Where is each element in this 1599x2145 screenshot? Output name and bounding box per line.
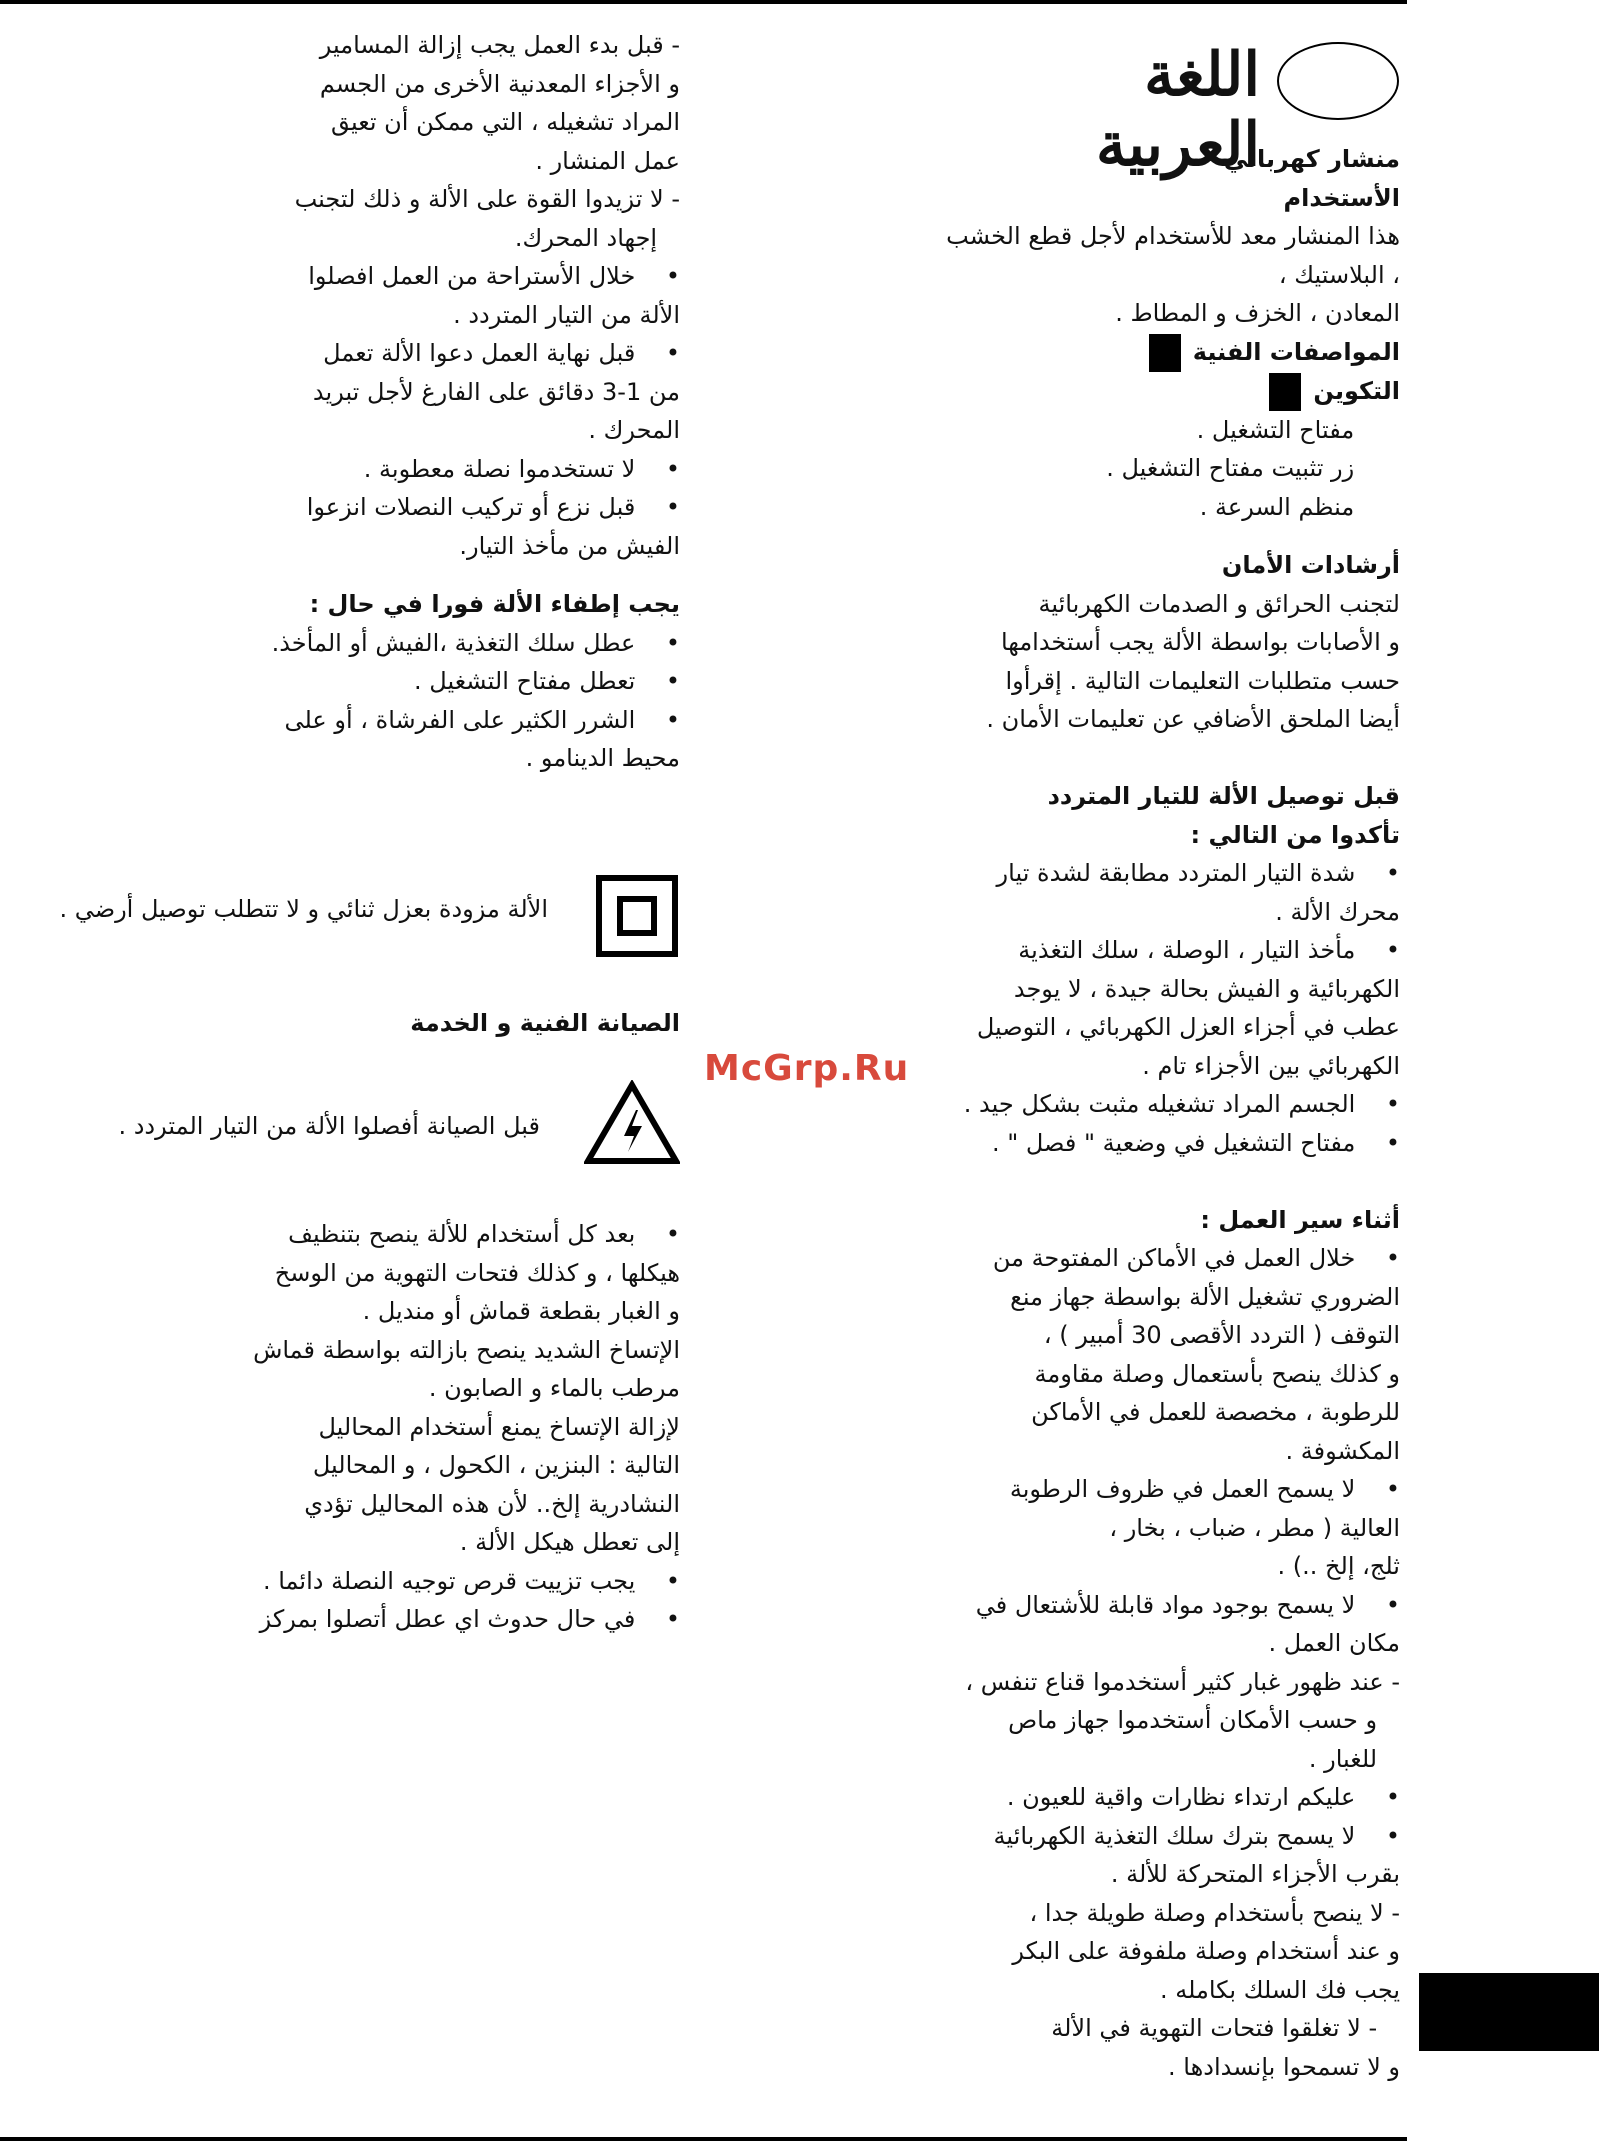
text-line: - عند ظهور غبار كثير أستخدموا قناع تنفس ، <box>965 1667 1400 1696</box>
text-line: هذا المنشار معد للأستخدام لأجل قطع الخشب ، البلاستيك ، <box>938 222 1400 289</box>
text-line: العالية ( مطر ، ضباب ، بخار ، <box>1109 1513 1400 1542</box>
text-line: و الأجزاء المعدنية الأخرى من الجسم <box>319 69 680 98</box>
text-line: أيضا الملحق الأضافي عن تعليمات الأمان . <box>986 705 1400 733</box>
text-line: • في حال حدوث اي عطل أتصلوا بمركز <box>259 1605 680 1633</box>
left-column-bottom <box>185 1215 680 1639</box>
text-line: زر تثبيت مفتاح التشغيل . <box>1106 454 1400 482</box>
text-line: الكهربائي بين الأجزاء تام . <box>1142 1051 1400 1080</box>
section-heading: قبل توصيل الألة للتيار المتردد <box>1047 782 1400 810</box>
text-line: و حسب الأمكان أستخدموا جهاز ماص <box>1008 1706 1400 1734</box>
text-line: • قبل نزع أو تركيب النصلات انزعوا <box>306 493 680 521</box>
section-heading: أرشادات الأمان <box>1221 551 1400 579</box>
text-line: • لا يسمح العمل في ظروف الرطوبة <box>1009 1475 1400 1503</box>
text-line: لتجنب الحرائق و الصدمات الكهربائية <box>1038 589 1400 618</box>
spacer <box>940 739 1400 778</box>
text-line: النشادرية إلخ.. لأن هذه المحاليل تؤدي <box>304 1489 680 1518</box>
text-line: محيط الدينامو . <box>525 744 680 772</box>
right-column <box>940 140 1400 2086</box>
text-line: • خلال العمل في الأماكن المفتوحة من <box>992 1244 1400 1272</box>
text-line: الكهربائية و الفيش بحالة جيدة ، لا يوجد <box>1013 974 1400 1003</box>
text-line: و عند أستخدام وصلة ملفوفة على البكر <box>1012 1937 1400 1965</box>
text-line: مكان العمل . <box>1268 1629 1400 1657</box>
double-insulation-icon <box>596 875 678 957</box>
left-column-top <box>185 26 680 778</box>
watermark: McGrp.Ru <box>704 1048 910 1089</box>
text-line: • عليكم ارتداء نظارات واقية للعيون . <box>1006 1783 1400 1811</box>
text-line: و لا تسمحوا بإنسدادها . <box>1168 2052 1400 2081</box>
text-line: • مأخذ التيار ، الوصلة ، سلك التغذية <box>1018 936 1400 964</box>
text-line: محرك الألة . <box>1275 897 1400 926</box>
text-line: عمل المنشار . <box>535 146 680 175</box>
text-line: منظم السرعة . <box>1199 492 1400 521</box>
text-line: و الأصابات بواسطة الألة يجب أستخدامها <box>1000 628 1400 656</box>
text-line: • الجسم المراد تشغيله مثبت بشكل جيد . <box>963 1090 1400 1118</box>
section-heading: منشار كهربائي <box>1223 145 1400 173</box>
text-line: • بعد كل أستخدام للألة ينصح بتنظيف <box>288 1220 680 1248</box>
text-line: و الغبار بقطعة قماش أو منديل . <box>362 1297 680 1325</box>
maintenance-warning-note: قبل الصيانة أفصلوا الألة من التيار المتردد . <box>118 1112 540 1140</box>
text-line: • خلال الأستراحة من العمل افصلوا <box>308 262 680 290</box>
text-line: و كذلك ينصح بأستعمال وصلة مقاومة <box>1034 1359 1400 1388</box>
section-heading: الأستخدام <box>1283 183 1400 212</box>
section-heading: تأكدوا من التالي : <box>1190 820 1400 849</box>
text-line: للرطوبة ، مخصصة للعمل في الأماكن <box>1031 1398 1400 1426</box>
text-line: عطب في أجزاء العزل الكهربائي ، التوصيل <box>976 1013 1400 1041</box>
text-line: • عطل سلك التغذية ،الفيش أو المأخذ. <box>271 628 680 657</box>
maintenance-heading: الصيانة الفنية و الخدمة <box>410 1009 680 1037</box>
spacer <box>940 1162 1400 1201</box>
text-line: • الشرر الكثير على الفرشاة ، أو على <box>284 705 680 734</box>
text-line: التالية : البنزين ، الكحول ، و المحاليل <box>312 1451 680 1479</box>
text-line: لإزالة الإتساخ يمنع أستخدام المحاليل <box>318 1412 680 1441</box>
section-heading: المواصفات الفنية <box>940 333 1400 372</box>
text-line: هيكلها ، و كذلك فتحات التهوية من الوسخ <box>274 1258 680 1287</box>
text-line: - لا تزيدوا القوة على الألة و ذلك لتجنب <box>294 185 680 213</box>
text-line: التوقف ( التردد الأقصى 30 أمبير ) ، <box>1043 1321 1400 1349</box>
text-line: • لا يسمح بوجود مواد قابلة للأشتعال في <box>975 1590 1400 1619</box>
top-rule <box>0 0 1407 4</box>
text-line: بقرب الأجزاء المتحركة للألة . <box>1110 1860 1400 1888</box>
text-line: من 1-3 دقائق على الفارغ لأجل تبريد <box>312 377 680 406</box>
text-line: • لا يسمح بترك سلك التغذية الكهربائية <box>993 1821 1400 1850</box>
text-line: • يجب تزييت قرص توجيه النصلة دائما . <box>262 1566 680 1595</box>
double-insulation-note: الألة مزودة بعزل ثنائي و لا تتطلب توصيل أرضي . <box>59 895 548 923</box>
text-line: مفتاح التشغيل . <box>1196 415 1400 444</box>
text-line: - لا تغلقوا فتحات التهوية في الألة <box>1051 2014 1400 2042</box>
text-line: للغبار . <box>1308 1744 1400 1773</box>
figure-reference-marker <box>1269 373 1301 411</box>
bottom-rule <box>0 2137 1407 2141</box>
figure-reference-marker <box>1149 334 1181 372</box>
text-line: • تعطل مفتاح التشغيل . <box>414 667 680 695</box>
text-line: • مفتاح التشغيل في وضعية " فصل " . <box>991 1128 1400 1157</box>
text-line: مرطب بالماء و الصابون . <box>428 1374 680 1402</box>
page-title: اللغة العربية <box>1096 40 1260 180</box>
text-line: - قبل بدء العمل يجب إزالة المسامير <box>319 31 680 59</box>
text-line: الإتساخ الشديد ينصح بازالته بواسطة قماش <box>253 1335 680 1364</box>
text-line: إلى تعطل هيكل الألة . <box>459 1528 680 1556</box>
text-line: • شدة التيار المتردد مطابقة لشدة تيار <box>996 859 1400 887</box>
text-line: ثلج، إلخ ..) . <box>1277 1552 1400 1580</box>
text-line: - لا ينصح بأستخدام وصلة طويلة جدا ، <box>1029 1898 1400 1927</box>
text-line: الألة من التيار المتردد . <box>453 300 680 329</box>
text-line: المراد تشغيله ، التي ممكن أن تعيق <box>331 108 680 136</box>
section-heading: أثناء سير العمل : <box>1200 1205 1400 1234</box>
text-line: المكشوفة . <box>1285 1436 1400 1465</box>
spacer <box>940 526 1400 546</box>
text-line: • قبل نهاية العمل دعوا الألة تعمل <box>323 339 680 367</box>
section-heading: التكوين <box>940 372 1400 411</box>
text-line: إجهاد المحرك. <box>514 223 680 252</box>
text-line: المعادن ، الخزف و المطاط . <box>1115 299 1400 327</box>
text-line: المحرك . <box>588 416 680 444</box>
spacer <box>185 565 680 585</box>
section-heading: يجب إطفاء الألة فورا في حال : <box>309 590 680 618</box>
text-line: الفيش من مأخذ التيار. <box>459 531 680 560</box>
text-line: • لا تستخدموا نصلة معطوبة . <box>363 454 680 483</box>
title-oval <box>1277 42 1399 120</box>
side-page-tab <box>1419 1973 1599 2051</box>
text-line: الضروري تشغيل الألة بواسطة جهاز منع <box>1010 1282 1400 1311</box>
electric-warning-icon <box>584 1080 680 1166</box>
text-line: يجب فك السلك بكامله . <box>1159 1975 1400 2004</box>
text-line: حسب متطلبات التعليمات التالية . إقرأوا <box>1005 666 1400 695</box>
